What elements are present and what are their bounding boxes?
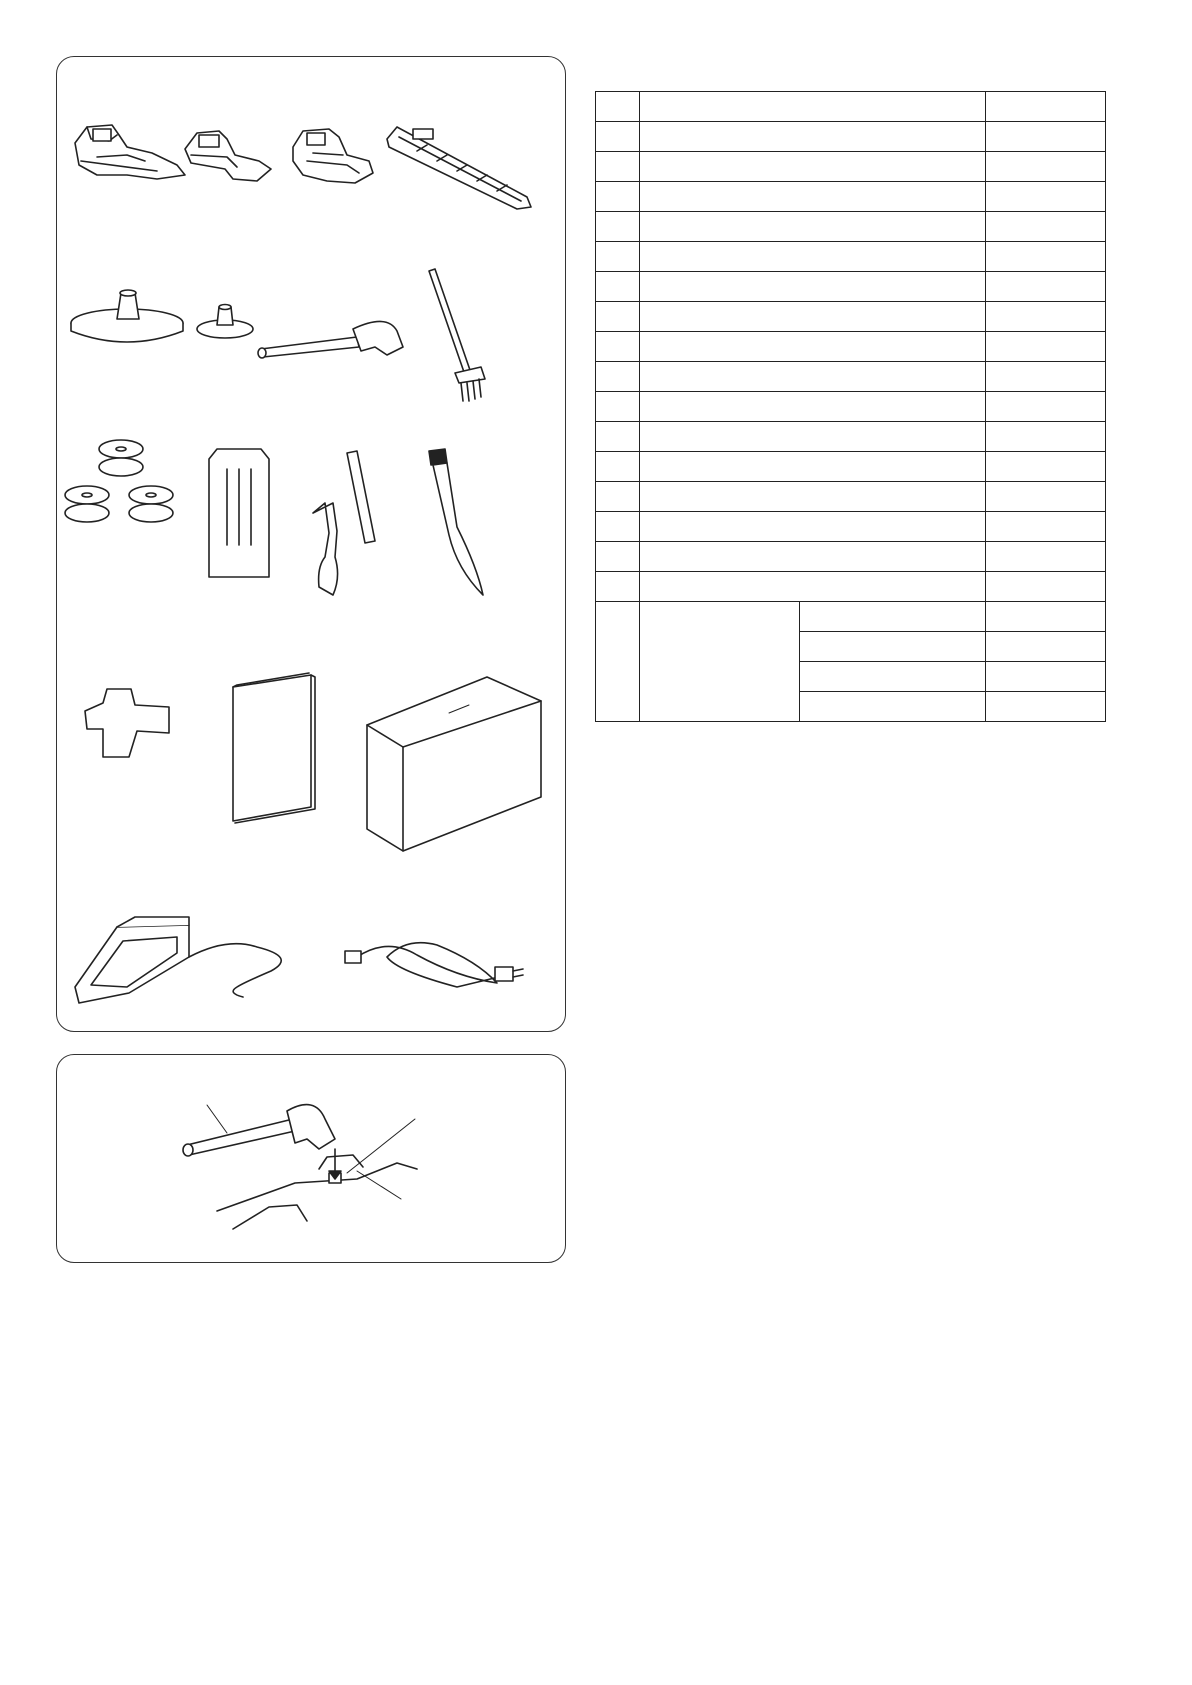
part-name-cell xyxy=(640,332,986,362)
part-name-cell xyxy=(640,242,986,272)
part-name-cell xyxy=(640,542,986,572)
part-number-cell xyxy=(986,302,1106,332)
row-number-cell xyxy=(596,332,640,362)
part-name-cell xyxy=(640,482,986,512)
row-number-cell xyxy=(596,392,640,422)
part-number-cell xyxy=(986,362,1106,392)
table-row xyxy=(596,212,1106,242)
table-row xyxy=(596,152,1106,182)
row-number-cell xyxy=(596,122,640,152)
part-name-cell xyxy=(640,422,986,452)
row-number-cell xyxy=(596,602,640,722)
spool-pin-insertion-icon xyxy=(183,1105,417,1229)
foot-control-icon xyxy=(75,917,281,1003)
part-number-cell xyxy=(986,482,1106,512)
accessories-panel xyxy=(56,56,566,1032)
zigzag-foot-icon xyxy=(75,125,185,179)
part-number-cell xyxy=(986,392,1106,422)
seam-ripper-icon xyxy=(313,451,375,595)
lint-brush-icon xyxy=(429,449,483,595)
table-row xyxy=(596,272,1106,302)
large-spool-holder-icon xyxy=(71,290,183,342)
table-row xyxy=(596,362,1106,392)
row-number-cell xyxy=(596,182,640,212)
table-row xyxy=(596,542,1106,572)
sub-part-name-cell xyxy=(800,602,986,632)
row-number-cell xyxy=(596,152,640,182)
row-number-cell xyxy=(596,92,640,122)
part-name-cell xyxy=(640,122,986,152)
sub-part-name-cell xyxy=(800,632,986,662)
table-row xyxy=(596,602,1106,632)
part-number-cell xyxy=(986,512,1106,542)
part-name-cell xyxy=(640,92,986,122)
needle-set-icon xyxy=(209,449,269,577)
part-name-cell xyxy=(640,572,986,602)
dust-cover-box-icon xyxy=(367,677,541,851)
instruction-book-icon xyxy=(233,673,315,823)
screwdriver-icon xyxy=(85,689,169,757)
part-number-cell xyxy=(986,332,1106,362)
row-number-cell xyxy=(596,422,640,452)
part-number-cell xyxy=(986,182,1106,212)
table-row xyxy=(596,122,1106,152)
part-name-cell xyxy=(640,452,986,482)
part-number-cell xyxy=(986,632,1106,662)
table-row xyxy=(596,242,1106,272)
table-row xyxy=(596,392,1106,422)
table-row xyxy=(596,572,1106,602)
part-number-cell xyxy=(986,272,1106,302)
power-cord-icon xyxy=(345,943,523,987)
row-number-cell xyxy=(596,572,640,602)
part-name-cell xyxy=(640,152,986,182)
bobbins-icon xyxy=(65,440,173,522)
row-number-cell xyxy=(596,302,640,332)
table-row xyxy=(596,332,1106,362)
part-name-cell xyxy=(640,392,986,422)
row-number-cell xyxy=(596,212,640,242)
table-row xyxy=(596,452,1106,482)
row-number-cell xyxy=(596,452,640,482)
satin-stitch-foot-icon xyxy=(293,129,373,183)
row-number-cell xyxy=(596,362,640,392)
table-row xyxy=(596,92,1106,122)
table-row xyxy=(596,182,1106,212)
part-number-cell xyxy=(986,242,1106,272)
additional-spool-pin-icon xyxy=(258,321,403,358)
part-number-cell xyxy=(986,92,1106,122)
quilting-guide-icon xyxy=(429,269,485,401)
group-name-cell xyxy=(640,602,800,722)
part-name-cell xyxy=(640,362,986,392)
part-name-cell xyxy=(640,272,986,302)
spool-pin-installation-panel xyxy=(56,1054,566,1263)
sub-part-name-cell xyxy=(800,662,986,692)
part-name-cell xyxy=(640,182,986,212)
table-row xyxy=(596,512,1106,542)
row-number-cell xyxy=(596,512,640,542)
part-number-cell xyxy=(986,542,1106,572)
part-number-cell xyxy=(986,122,1106,152)
part-number-cell xyxy=(986,212,1106,242)
parts-table xyxy=(595,91,1106,722)
zipper-foot-icon xyxy=(185,131,271,181)
part-number-cell xyxy=(986,152,1106,182)
part-number-cell xyxy=(986,422,1106,452)
row-number-cell xyxy=(596,242,640,272)
part-number-cell xyxy=(986,602,1106,632)
part-name-cell xyxy=(640,512,986,542)
part-name-cell xyxy=(640,302,986,332)
parts-table-body xyxy=(596,92,1106,722)
part-name-cell xyxy=(640,212,986,242)
part-number-cell xyxy=(986,572,1106,602)
part-number-cell xyxy=(986,692,1106,722)
sub-part-name-cell xyxy=(800,692,986,722)
small-spool-holder-icon xyxy=(197,305,253,339)
row-number-cell xyxy=(596,272,640,302)
table-row xyxy=(596,482,1106,512)
part-number-cell xyxy=(986,452,1106,482)
row-number-cell xyxy=(596,482,640,512)
table-row xyxy=(596,422,1106,452)
part-number-cell xyxy=(986,662,1106,692)
buttonhole-foot-icon xyxy=(387,127,531,209)
row-number-cell xyxy=(596,542,640,572)
table-row xyxy=(596,302,1106,332)
